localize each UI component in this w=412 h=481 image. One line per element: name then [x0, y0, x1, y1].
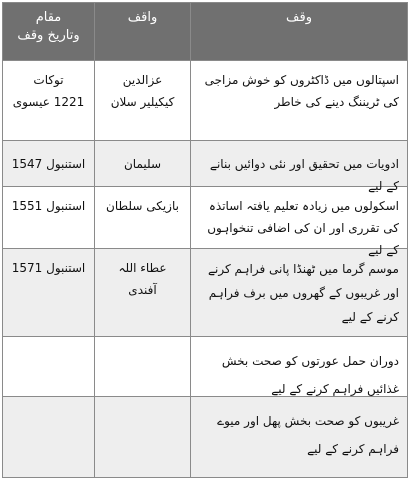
header-place-date: مقام وتاریخ وقف	[17, 10, 80, 43]
row-place-date	[3, 337, 94, 396]
table-row	[3, 141, 407, 193]
row-purpose: اسپتالوں میں ڈاکٹروں کو خوش مزاجی کی ٹریننگ دینے کی خاطر	[190, 61, 407, 140]
row-purpose: اسکولوں میں زیادہ تعلیم یافتہ اساتذہ کی تقرری اور ان کی اضافی تنخواہوں	[190, 187, 407, 248]
table-row	[3, 61, 407, 141]
table-header-row	[3, 3, 407, 61]
row-place-date: استنبول 1551	[11, 199, 86, 213]
table-row	[3, 397, 407, 477]
header-founder: واقف	[94, 3, 190, 60]
row-founder	[94, 397, 190, 477]
row-place-date: استنبول 1571	[11, 261, 86, 275]
table-row	[3, 337, 407, 397]
row-purpose: موسم گرما میں ٹھنڈا پانی فراہم کرنے اور غریبوں کے گھروں میں برف فراہم کرنے کے لیے	[190, 249, 407, 336]
table-row	[3, 249, 407, 337]
header-purpose: وقف	[190, 3, 407, 60]
waqf-table	[2, 2, 408, 478]
row-founder: عطاء اللہ آفندی	[94, 249, 190, 336]
row-place-date	[3, 397, 94, 477]
row-place-date: استنبول 1547	[11, 157, 86, 171]
row-founder: عزالدین کیکیلیر سلان	[94, 61, 190, 140]
table-row	[3, 187, 407, 249]
row-founder: سلیمان	[94, 141, 190, 186]
row-founder: بازیکی سلطان	[94, 187, 190, 248]
row-place-date: توکات 1221 عیسوی	[12, 73, 85, 109]
row-purpose: دوران حمل عورتوں کو صحت بخش غذائیں فراہم کرنے کے لیے	[190, 337, 407, 396]
row-purpose: غریبوں کو صحت بخش پھل اور میوے فراہم کرنے کے لیے	[190, 397, 407, 477]
row-purpose: ادویات میں تحقیق اور نئی دوائیں بنانے کے لیے	[190, 141, 407, 186]
row-founder	[94, 337, 190, 396]
